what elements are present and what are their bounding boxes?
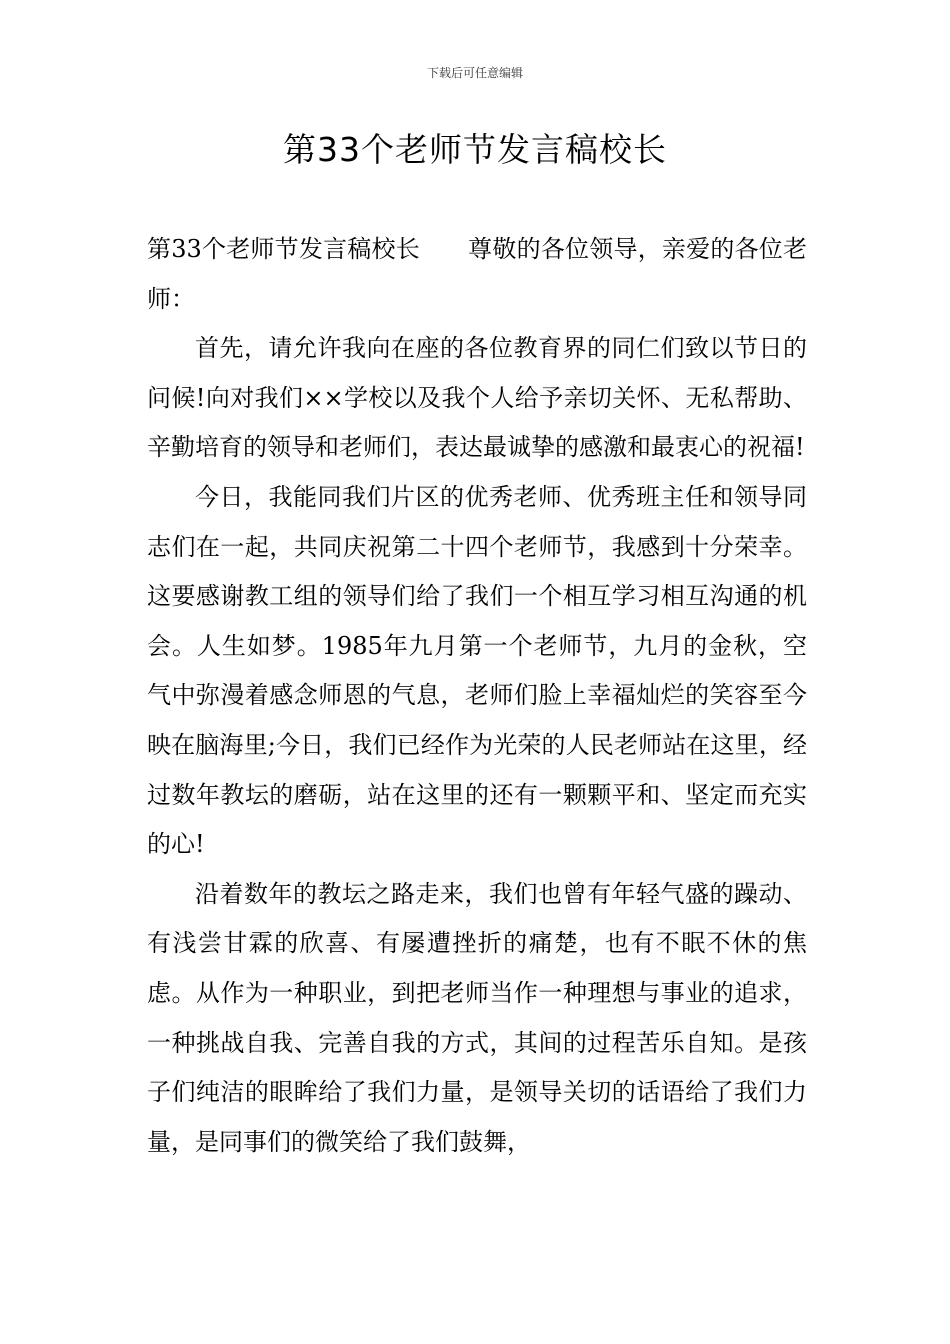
paragraph: 首先，请允许我向在座的各位教育界的同仁们致以节日的问候!向对我们××学校以及我个人给予亲切关怀、无私帮助、辛勤培育的领导和老师们，表达最诚挚的感激和最衷心的祝福! [147, 334, 807, 462]
header-note: 下载后可任意编辑 [426, 66, 523, 80]
paragraph: 沿着数年的教坛之路走来，我们也曾有年轻气盛的躁动、有浅尝甘霖的欣喜、有屡遭挫折的痛楚，也有不眠不休的焦虑。从作为一种职业，到把老师当作一种理想与事业的追求，一种挑战自我、完善自我的方式，其间的过程苦乐自知。是孩子们纯洁的眼眸给了我们力量，是领导关切的话语给了我们力量，是同事们的微笑给了我们鼓舞， [147, 879, 807, 1156]
intro-paragraph [147, 225, 807, 324]
document-body [147, 225, 807, 1167]
paragraph: 今日，我能同我们片区的优秀老师、优秀班主任和领导同志们在一起，共同庆祝第二十四个老师节，我感到十分荣幸。这要感谢教工组的领导们给了我们一个相互学习相互沟通的机会。人生如梦。1985年九月第一个老师节，九月的金秋，空气中弥漫着感念师恩的气息，老师们脸上幸福灿烂的笑容至今映在脑海里;今日，我们已经作为光荣的人民老师站在这里，经过数年教坛的磨砺，站在这里的还有一颗颗平和、坚定而充实的心! [147, 482, 807, 859]
document-title: 第33个老师节发言稿校长 [283, 130, 667, 169]
intro-lead: 第33个老师节发言稿校长 [147, 235, 420, 263]
intro-greeting: 尊敬的各位领导，亲爱的各位老师： [147, 235, 808, 313]
